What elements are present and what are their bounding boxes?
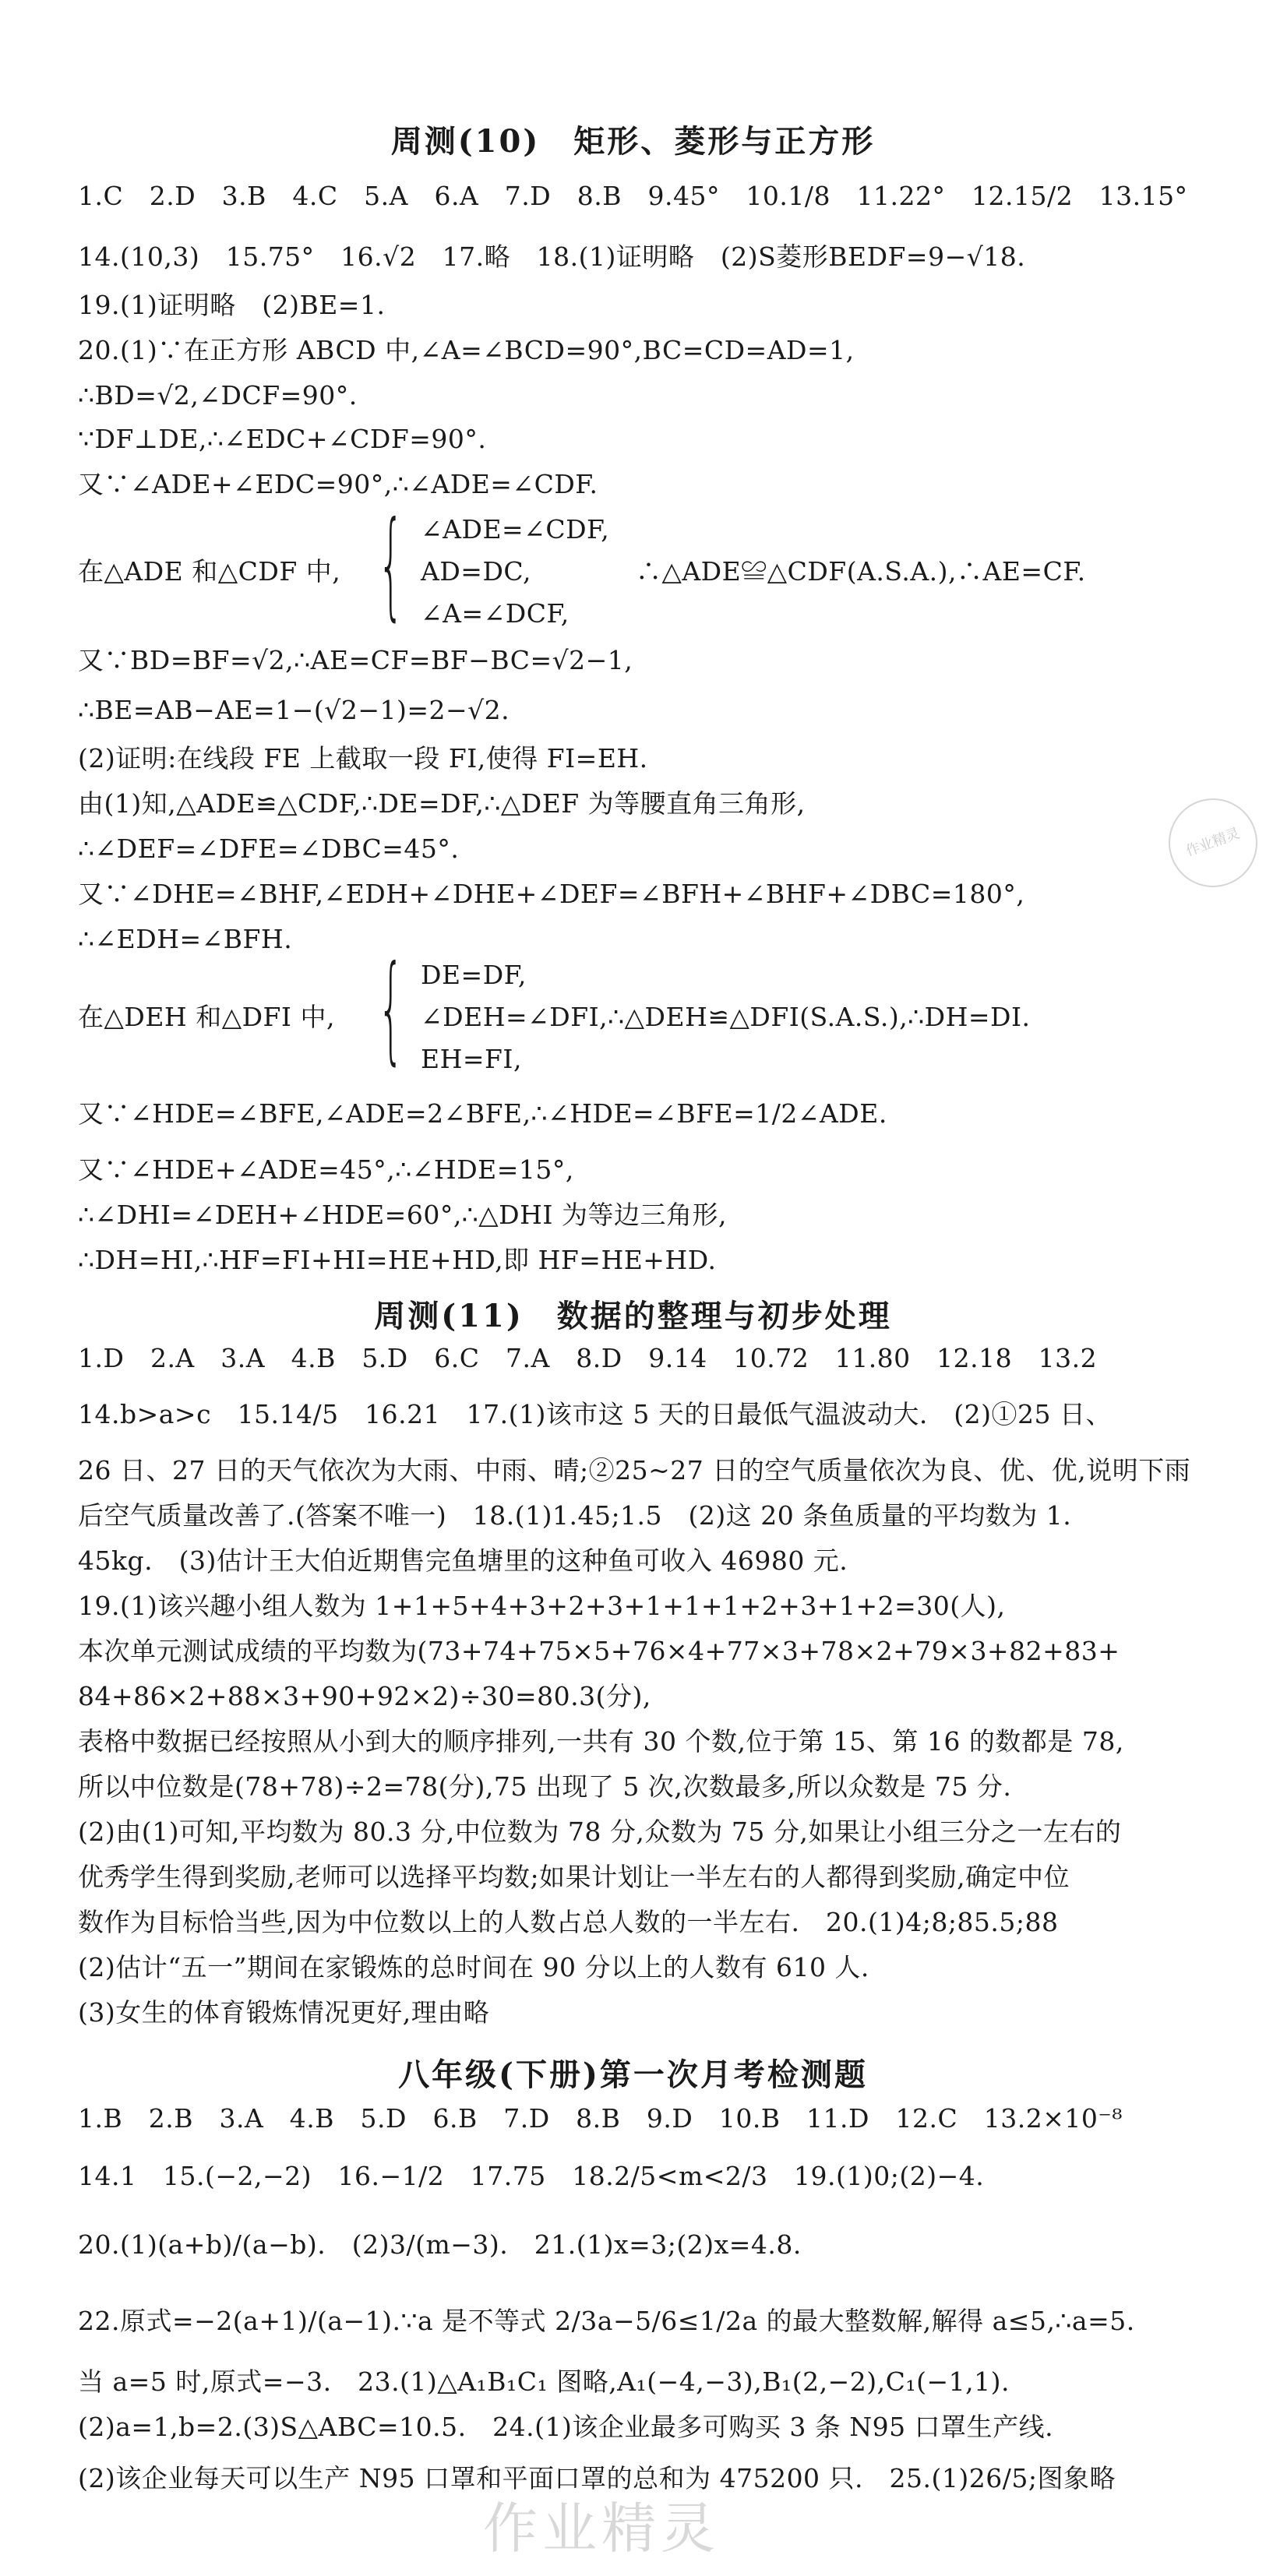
answer-line: 14.1 15.(−2,−2) 16.−1/2 17.75 18.2/5<m<2/3 19.(1)0;(2)−4. <box>78 2161 985 2191</box>
answer-line: 所以中位数是(78+78)÷2=78(分),75 出现了 5 次,次数最多,所以众数是 75 分. <box>78 1771 1012 1802</box>
answer-line: ∴∠EDH=∠BFH. <box>78 924 293 954</box>
answer-line: ∴BE=AB−AE=1−(√2−1)=2−√2. <box>78 695 510 725</box>
answer-line: 又∵∠HDE=∠BFE,∠ADE=2∠BFE,∴∠HDE=∠BFE=1/2∠ADE. <box>78 1098 887 1129</box>
section-title-2: 周测(11) 数据的整理与初步处理 <box>374 1298 892 1334</box>
answer-line: 又∵∠ADE+∠EDC=90°,∴∠ADE=∠CDF. <box>78 469 598 499</box>
answer-line: 14.b>a>c 15.14/5 16.21 17.(1)该市这 5 天的日最低气温波动大. (2)①25 日、 <box>78 1399 1113 1429</box>
section-title-1: 周测(10) 矩形、菱形与正方形 <box>390 123 876 160</box>
answer-line: ∠DEH=∠DFI,∴△DEH≌△DFI(S.A.S.),∴DH=DI. <box>421 1002 1031 1032</box>
answer-line: (2)该企业每天可以生产 N95 口罩和平面口罩的总和为 475200 只. 25.(1)26/5;图象略 <box>78 2463 1116 2493</box>
answer-line: 本次单元测试成绩的平均数为(73+74+75×5+76×4+77×3+78×2+79×3+82+83+ <box>78 1636 1120 1666</box>
answer-line: 14.(10,3) 15.75° 16.√2 17.略 18.(1)证明略 (2)S菱形BEDF=9−√18. <box>78 241 1026 272</box>
answer-line: 1.D 2.A 3.A 4.B 5.D 6.C 7.A 8.D 9.14 10.72 11.80 12.18 13.2 <box>78 1343 1098 1373</box>
watermark-logo: 作业精灵 <box>483 2497 720 2560</box>
answer-line: 数作为目标恰当些,因为中位数以上的人数占总人数的一半左右. 20.(1)4;8;85.5;88 <box>78 1907 1059 1937</box>
answer-line: ∠ADE=∠CDF, <box>421 514 610 544</box>
answer-line: 26 日、27 日的天气依次为大雨、中雨、晴;②25~27 日的空气质量依次为良、优、优,说明下雨 <box>78 1455 1191 1485</box>
answer-line: 后空气质量改善了.(答案不唯一) 18.(1)1.45;1.5 (2)这 20 条鱼质量的平均数为 1. <box>78 1500 1072 1531</box>
answer-line: ∴DH=HI,∴HF=FI+HI=HE+HD,即 HF=HE+HD. <box>78 1245 717 1275</box>
answer-line: 1.C 2.D 3.B 4.C 5.A 6.A 7.D 8.B 9.45° 10.1/8 11.22° 12.15/2 13.15° <box>78 181 1188 211</box>
stamp-logo: 作业精灵 <box>1156 786 1266 900</box>
answer-line: 表格中数据已经按照从小到大的顺序排列,一共有 30 个数,位于第 15、第 16 的数都是 78, <box>78 1726 1124 1757</box>
answer-line: ∠A=∠DCF, <box>421 598 570 629</box>
answer-line: 1.B 2.B 3.A 4.B 5.D 6.B 7.D 8.B 9.D 10.B 11.D 12.C 13.2×10⁻⁸ <box>78 2103 1123 2134</box>
answer-line: ∵DF⊥DE,∴∠EDC+∠CDF=90°. <box>78 424 487 454</box>
brace-symbol: { <box>378 497 404 633</box>
answer-line: 在△DEH 和△DFI 中, <box>78 1002 335 1032</box>
answer-line: 当 a=5 时,原式=−3. 23.(1)△A₁B₁C₁ 图略,A₁(−4,−3),B₁(2,−2),C₁(−1,1). <box>78 2366 1010 2397</box>
answer-line: DE=DF, <box>421 960 527 990</box>
answer-line: 19.(1)该兴趣小组人数为 1+1+5+4+3+2+3+1+1+1+2+3+1+2=30(人), <box>78 1591 1006 1621</box>
brace-symbol: { <box>378 941 404 1077</box>
answer-line: 由(1)知,△ADE≌△CDF,∴DE=DF,∴△DEF 为等腰直角三角形, <box>78 788 806 819</box>
answer-line: 22.原式=−2(a+1)/(a−1).∵a 是不等式 2/3a−5/6≤1/2a 的最大整数解,解得 a≤5,∴a=5. <box>78 2306 1135 2336</box>
answer-line: 84+86×2+88×3+90+92×2)÷30=80.3(分), <box>78 1681 651 1711</box>
answer-line: 20.(1)∵在正方形 ABCD 中,∠A=∠BCD=90°,BC=CD=AD=1, <box>78 335 855 365</box>
answer-line: 20.(1)(a+b)/(a−b). (2)3/(m−3). 21.(1)x=3;(2)x=4.8. <box>78 2229 802 2260</box>
answer-line: (2)证明:在线段 FE 上截取一段 FI,使得 FI=EH. <box>78 743 648 774</box>
answer-line: 19.(1)证明略 (2)BE=1. <box>78 290 386 320</box>
answer-line: (2)估计“五一”期间在家锻炼的总时间在 90 分以上的人数有 610 人. <box>78 1952 869 1982</box>
answer-line: ∴BD=√2,∠DCF=90°. <box>78 380 358 411</box>
answer-line: EH=FI, <box>421 1044 522 1074</box>
answer-line: ∴∠DEF=∠DFE=∠DBC=45°. <box>78 833 460 864</box>
answer-line: 又∵∠HDE+∠ADE=45°,∴∠HDE=15°, <box>78 1154 574 1185</box>
answer-line: 又∵BD=BF=√2,∴AE=CF=BF−BC=√2−1, <box>78 645 633 675</box>
answer-line: 在△ADE 和△CDF 中, <box>78 556 341 587</box>
answer-line: (2)a=1,b=2.(3)S△ABC=10.5. 24.(1)该企业最多可购买 3 条 N95 口罩生产线. <box>78 2412 1054 2442</box>
answer-line: 45kg. (3)估计王大伯近期售完鱼塘里的这种鱼可收入 46980 元. <box>78 1545 848 1576</box>
answer-line: 优秀学生得到奖励,老师可以选择平均数;如果计划让一半左右的人都得到奖励,确定中位 <box>78 1862 1070 1892</box>
answer-line: (3)女生的体育锻炼情况更好,理由略 <box>78 1997 490 2028</box>
answer-line: (2)由(1)可知,平均数为 80.3 分,中位数为 78 分,众数为 75 分,如果让小组三分之一左右的 <box>78 1817 1122 1847</box>
answer-line: AD=DC, ∴△ADE≌△CDF(A.S.A.),∴AE=CF. <box>421 556 1086 587</box>
answer-line: ∴∠DHI=∠DEH+∠HDE=60°,∴△DHI 为等边三角形, <box>78 1200 727 1230</box>
section-title-3: 八年级(下册)第一次月考检测题 <box>398 2056 868 2093</box>
answer-line: 又∵∠DHE=∠BHF,∠EDH+∠DHE+∠DEF=∠BFH+∠BHF+∠DBC=180°, <box>78 879 1025 909</box>
